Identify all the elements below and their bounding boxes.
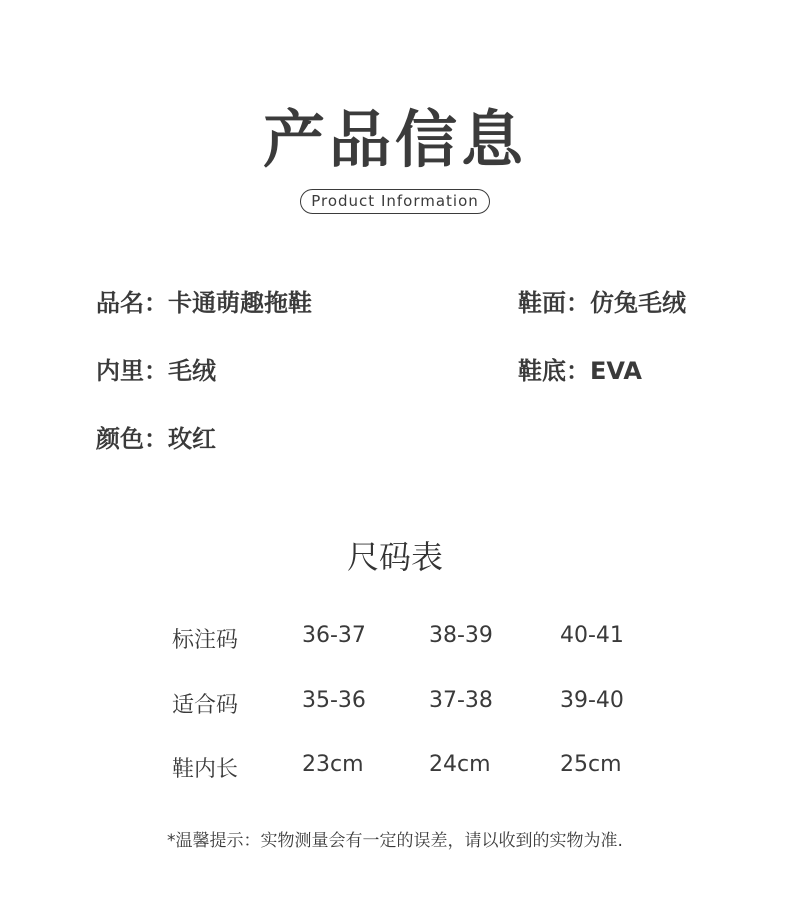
size-row-marked (172, 623, 652, 655)
info-value: EVA (590, 357, 642, 385)
page-subtitle: Product Information (300, 189, 490, 214)
size-row-label: 鞋内长 (172, 757, 239, 782)
info-item-name (96, 283, 312, 318)
info-item-lining (96, 351, 216, 386)
size-row-length (172, 752, 652, 784)
info-item-color (96, 419, 216, 454)
size-table-title: 尺码表 (346, 538, 443, 576)
size-cell: 35-36 (302, 688, 366, 713)
subtitle-container (0, 189, 790, 214)
size-cell: 37-38 (429, 688, 493, 713)
info-row (96, 283, 716, 317)
size-cell: 23cm (302, 752, 364, 777)
info-value: 毛绒 (168, 357, 216, 385)
info-item-sole (518, 351, 642, 386)
info-value: 玫红 (168, 425, 216, 453)
page-title: 产品信息 (262, 103, 527, 176)
disclaimer-note: *温馨提示：实物测量会有一定的误差，请以收到的实物为准. (167, 831, 623, 851)
size-cell: 24cm (429, 752, 491, 777)
info-row (96, 419, 716, 453)
info-label: 颜色： (96, 425, 168, 453)
info-label: 品名： (96, 289, 168, 317)
info-value: 卡通萌趣拖鞋 (168, 289, 312, 317)
size-cell: 38-39 (429, 623, 493, 648)
size-cell: 36-37 (302, 623, 366, 648)
size-row-fit (172, 688, 652, 720)
info-value: 仿兔毛绒 (590, 289, 686, 317)
size-cell: 39-40 (560, 688, 624, 713)
info-row (96, 351, 716, 385)
info-label: 内里： (96, 357, 168, 385)
size-cell: 25cm (560, 752, 622, 777)
info-item-upper (518, 283, 686, 318)
size-cell: 40-41 (560, 623, 624, 648)
info-label: 鞋底： (518, 357, 590, 385)
size-row-label: 标注码 (172, 628, 239, 653)
size-row-label: 适合码 (172, 693, 239, 718)
info-label: 鞋面： (518, 289, 590, 317)
